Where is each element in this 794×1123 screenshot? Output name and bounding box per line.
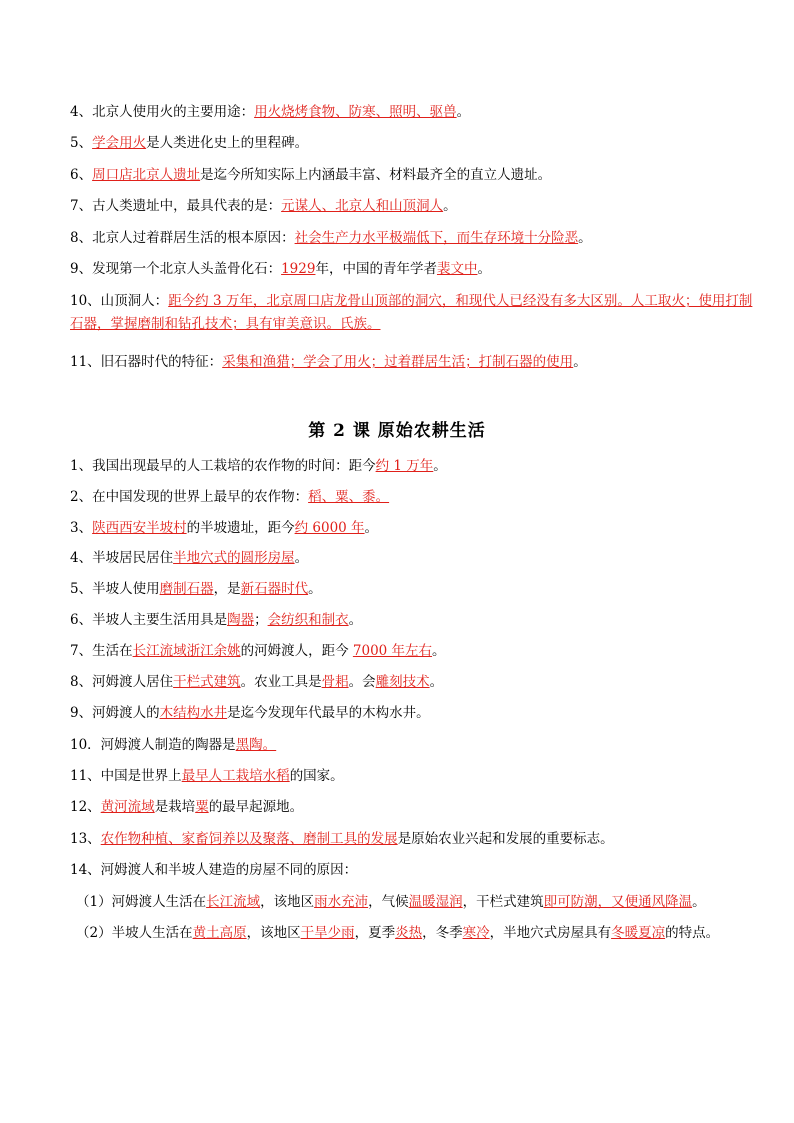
question-text: 。 [573, 354, 587, 370]
answer-text: 磨制石器 [159, 581, 214, 597]
question-text: 5、 [70, 135, 93, 151]
question-text: 6、 [70, 167, 93, 183]
answer-text: 半地穴式的圆形房屋 [173, 550, 295, 566]
question-text: 。农业工具是 [240, 674, 322, 690]
question-text: 14、河姆渡人和半坡人建造的房屋不同的原因： [70, 862, 358, 878]
answer-text: 约 6000 年 [294, 520, 365, 536]
answer-text: 雨水充沛 [314, 894, 369, 910]
question-text: 年，中国的青年学者 [315, 261, 437, 277]
question-text: 。 [432, 643, 446, 659]
answer-text: 长江流域浙江余姚 [132, 643, 241, 659]
lesson2-item [70, 580, 754, 598]
lesson2-item [76, 924, 754, 942]
answer-text: 1929 [281, 261, 316, 277]
question-text: 7、古人类遗址中，最具代表的是： [70, 198, 282, 214]
lesson2-item [70, 611, 754, 629]
question-text: 。 [348, 612, 363, 628]
answer-text: 裴文中 [436, 261, 478, 277]
question-text: 4、半坡居民居住 [70, 550, 174, 566]
lesson2-item [70, 767, 754, 785]
answer-text: 新石器时代 [240, 581, 309, 597]
answer-text: 温暖湿润 [408, 894, 463, 910]
lesson2-item [70, 673, 754, 691]
lesson2-item [70, 704, 754, 722]
lesson1-item [70, 353, 754, 371]
answer-text: 干栏式建筑 [173, 674, 241, 690]
answer-text: 陶器 [227, 612, 255, 628]
answer-text: 寒冷 [462, 925, 490, 941]
question-text: 。 [443, 198, 457, 214]
answer-text: 黄河流域 [100, 799, 155, 815]
lesson1-item [70, 134, 754, 152]
answer-text: 社会生产力水平极端低下，而生存环境十分险恶 [294, 230, 579, 246]
question-text: ，气候 [368, 894, 409, 910]
answer-text: 雕刻技术 [375, 674, 430, 690]
answer-text: 炎热 [395, 925, 423, 941]
question-text: 13、 [70, 831, 101, 847]
answer-text: 长江流域 [206, 894, 261, 910]
question-text: ，是 [213, 581, 241, 597]
answer-text: 用火烧烤食物、防寒、照明、驱兽 [254, 104, 457, 120]
answer-text: 周口店北京人遗址 [92, 167, 201, 183]
answer-text: 元谋人、北京人和山顶洞人 [281, 198, 444, 214]
answer-text: 约 1 万年 [375, 458, 434, 474]
question-text: 的国家。 [289, 768, 344, 784]
lesson1-item [70, 290, 754, 336]
question-text: 是栽培 [154, 799, 196, 815]
question-text: 2、在中国发现的世界上最早的农作物： [70, 489, 309, 505]
question-text: 。会 [348, 674, 376, 690]
question-text: 4、北京人使用火的主要用途： [70, 104, 255, 120]
answer-text: 黄土高原 [192, 925, 247, 941]
answer-text: 农作物种植、家畜饲养以及聚落、磨制工具的发展 [100, 831, 398, 847]
question-text: ，夏季 [354, 925, 396, 941]
question-text: 的特点。 [665, 925, 720, 941]
lesson1-item [70, 229, 754, 247]
answer-text: 即可防潮，又便通风降温 [543, 894, 693, 910]
question-text: 是人类进化史上的里程碑。 [146, 135, 309, 151]
answer-text: 黑陶。 [235, 737, 277, 753]
question-text: 5、半坡人使用 [70, 581, 160, 597]
question-text: 11、旧石器时代的特征： [70, 354, 223, 370]
question-text: 1、我国出现最早的人工栽培的农作物的时间：距今 [70, 458, 376, 474]
question-text: 的最早起源地。 [208, 799, 304, 815]
question-text: 。 [294, 550, 309, 566]
question-text: 的半坡遗址，距今 [186, 520, 295, 536]
lesson1-item [70, 260, 754, 278]
lesson1-item [70, 103, 754, 121]
answer-text: 干旱少雨 [300, 925, 355, 941]
lesson2-item [76, 893, 754, 911]
lesson2-item [70, 457, 754, 475]
question-text: 。 [578, 230, 592, 246]
question-text: 。 [692, 894, 706, 910]
question-text: 是原始农业兴起和发展的重要标志。 [397, 831, 614, 847]
answer-text: 木结构水井 [159, 705, 228, 721]
lesson2-item [70, 798, 754, 816]
lesson2-item [70, 861, 754, 879]
question-text: 3、 [70, 520, 93, 536]
question-text: 。 [433, 458, 447, 474]
lesson2-title: 第 2 课 原始农耕生活 [308, 421, 486, 441]
lesson2-item [70, 519, 754, 537]
answer-text: 学会用火 [92, 135, 147, 151]
answer-text: 冬暖夏凉 [611, 925, 666, 941]
question-text: 。 [364, 520, 379, 536]
question-text: 8、北京人过着群居生活的根本原因： [70, 230, 295, 246]
question-text: ，该地区 [260, 894, 315, 910]
question-text: ； [254, 612, 268, 628]
question-text: ，该地区 [246, 925, 301, 941]
answer-text: 采集和渔猎；学会了用火；过着群居生活；打制石器的使用 [222, 354, 574, 370]
question-text: 7、生活在 [70, 643, 133, 659]
question-text: 。 [456, 104, 471, 120]
lesson1-item [70, 166, 754, 184]
question-text: 是迄今发现年代最早的木构水井。 [227, 705, 430, 721]
question-text: 10．河姆渡人制造的陶器是 [70, 737, 236, 753]
question-text: 。 [308, 581, 322, 597]
question-text: ，冬季 [422, 925, 463, 941]
question-text: ，半地穴式房屋具有 [489, 925, 612, 941]
answer-text: 距今约 3 万年，北京周口店龙骨山顶部的洞穴，和现代人已经没有多大区别。人工取火；使用打制石器，掌握磨制和钻孔技术；具有审美意识。氏族。 [70, 293, 753, 332]
lesson2-item [70, 488, 754, 506]
question-text: 9、河姆渡人的 [70, 705, 160, 721]
answer-text: 骨耜 [321, 674, 349, 690]
question-text: ，干栏式建筑 [462, 894, 544, 910]
answer-text: 陕西西安半坡村 [92, 520, 187, 536]
lesson1-item [70, 197, 754, 215]
question-text: 6、半坡人主要生活用具是 [70, 612, 228, 628]
question-text: （1）河姆渡人生活在 [76, 894, 207, 910]
question-text: 10、山顶洞人： [70, 293, 169, 309]
answer-text: 粟 [195, 799, 209, 815]
lesson2-item [70, 830, 754, 848]
question-text: 8、河姆渡人居住 [70, 674, 174, 690]
question-text: 。 [429, 674, 444, 690]
lesson2-item [70, 549, 754, 567]
answer-text: 会纺织和制衣 [267, 612, 349, 628]
question-text: （2）半坡人生活在 [76, 925, 193, 941]
question-text: 11、中国是世界上 [70, 768, 182, 784]
answer-text: 7000 年左右 [352, 643, 433, 659]
lesson2-item [70, 642, 754, 660]
lesson2-item [70, 736, 754, 754]
question-text: 。 [477, 261, 491, 277]
question-text: 12、 [70, 799, 101, 815]
answer-text: 稻、粟、黍。 [308, 489, 390, 505]
question-text: 的河姆渡人，距今 [240, 643, 353, 659]
question-text: 是迄今所知实际上内涵最丰富、材料最齐全的直立人遗址。 [200, 167, 552, 183]
answer-text: 最早人工栽培水稻 [181, 768, 290, 784]
question-text: 9、发现第一个北京人头盖骨化石： [70, 261, 282, 277]
